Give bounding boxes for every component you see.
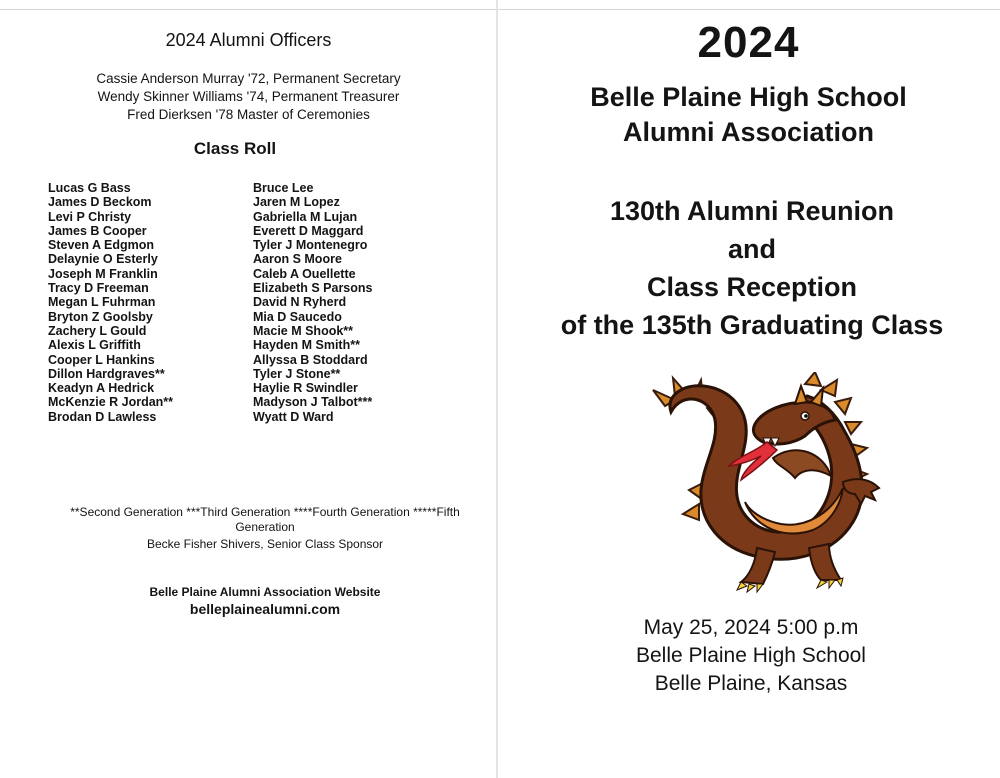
association-line: Alumni Association [622,117,875,147]
list-item: Delaynie O Esterly [48,252,158,267]
event-title-line-2: and [727,234,776,264]
dragon-mascot-icon [645,372,895,602]
officer-master-of-ceremonies: Fred Dierksen '78 Master of Ceremonies [127,107,370,122]
list-item: Haylie R Swindler [253,381,358,396]
school-name-line: Belle Plaine High School [590,82,907,112]
list-item: Lucas G Bass [48,181,131,195]
officers-title: 2024 Alumni Officers [165,30,332,50]
list-item: David N Ryherd [253,295,347,310]
association-name [497,80,1000,150]
list-item: Megan L Fuhrman [48,295,156,310]
event-title-line-1: 130th Alumni Reunion [609,196,894,226]
right-panel [497,0,1000,778]
officer-treasurer: Wendy Skinner Williams '74, Permanent Treasurer [97,89,400,104]
website-title: Belle Plaine Alumni Association Website [149,585,381,599]
website-url: belleplainealumni.com [189,601,341,617]
list-item: Gabriella M Lujan [253,209,358,224]
event-date-time: May 25, 2024 5:00 p.m [643,616,859,639]
generation-legend: **Second Generation ***Third Generation ****Fourth Generation *****Fifth Generation [70,505,460,534]
list-item: Caleb A Ouellette [253,266,356,281]
list-item: Allyssa B Stoddard [253,352,368,367]
list-item: Levi P Christy [48,209,132,224]
list-item: Tracy D Freeman [48,281,149,296]
event-title-line-4: of the 135th Graduating Class [560,310,944,340]
class-roll-column-1 [48,181,173,424]
event-venue: Belle Plaine High School [636,644,866,667]
class-roll-title: Class Roll [193,139,277,158]
list-item: Elizabeth S Parsons [253,281,373,296]
list-item: Tyler J Montenegro [253,238,368,253]
officers-list [0,70,497,124]
list-item: Madyson J Talbot*** [253,395,373,410]
event-title-line-3: Class Reception [646,272,858,302]
class-sponsor: Becke Fisher Shivers, Senior Class Sponsor [146,537,384,551]
list-item: Bruce Lee [253,181,314,195]
class-roll-column-2 [253,181,372,424]
list-item: Joseph M Franklin [48,266,158,281]
list-item: Jaren M Lopez [253,195,340,210]
list-item: Macie M Shook** [253,323,354,338]
list-item: Mia D Saucedo [253,309,342,324]
list-item: James D Beckom [48,195,152,210]
list-item: Brodan D Lawless [48,409,157,424]
list-item: Aaron S Moore [253,252,342,267]
list-item: Keadyn A Hedrick [48,381,155,396]
list-item: Steven A Edgmon [48,238,155,253]
list-item: Bryton Z Goolsby [48,309,153,324]
event-details [497,614,1000,698]
event-location: Belle Plaine, Kansas [654,672,848,695]
list-item: Zachery L Gould [48,323,147,338]
list-item: Everett D Maggard [253,223,364,238]
list-item: Hayden M Smith** [253,338,360,353]
list-item: Wyatt D Ward [253,409,334,424]
list-item: Dillon Hardgraves** [48,366,165,381]
list-item: Cooper L Hankins [48,352,155,367]
left-panel [0,0,497,778]
list-item: Alexis L Griffith [48,338,141,353]
officer-secretary: Cassie Anderson Murray '72, Permanent Secretary [96,71,401,86]
list-item: James B Cooper [48,223,147,238]
event-title [497,192,1000,344]
program-year: 2024 [697,18,800,67]
list-item: McKenzie R Jordan** [48,395,174,410]
list-item: Tyler J Stone** [253,366,341,381]
